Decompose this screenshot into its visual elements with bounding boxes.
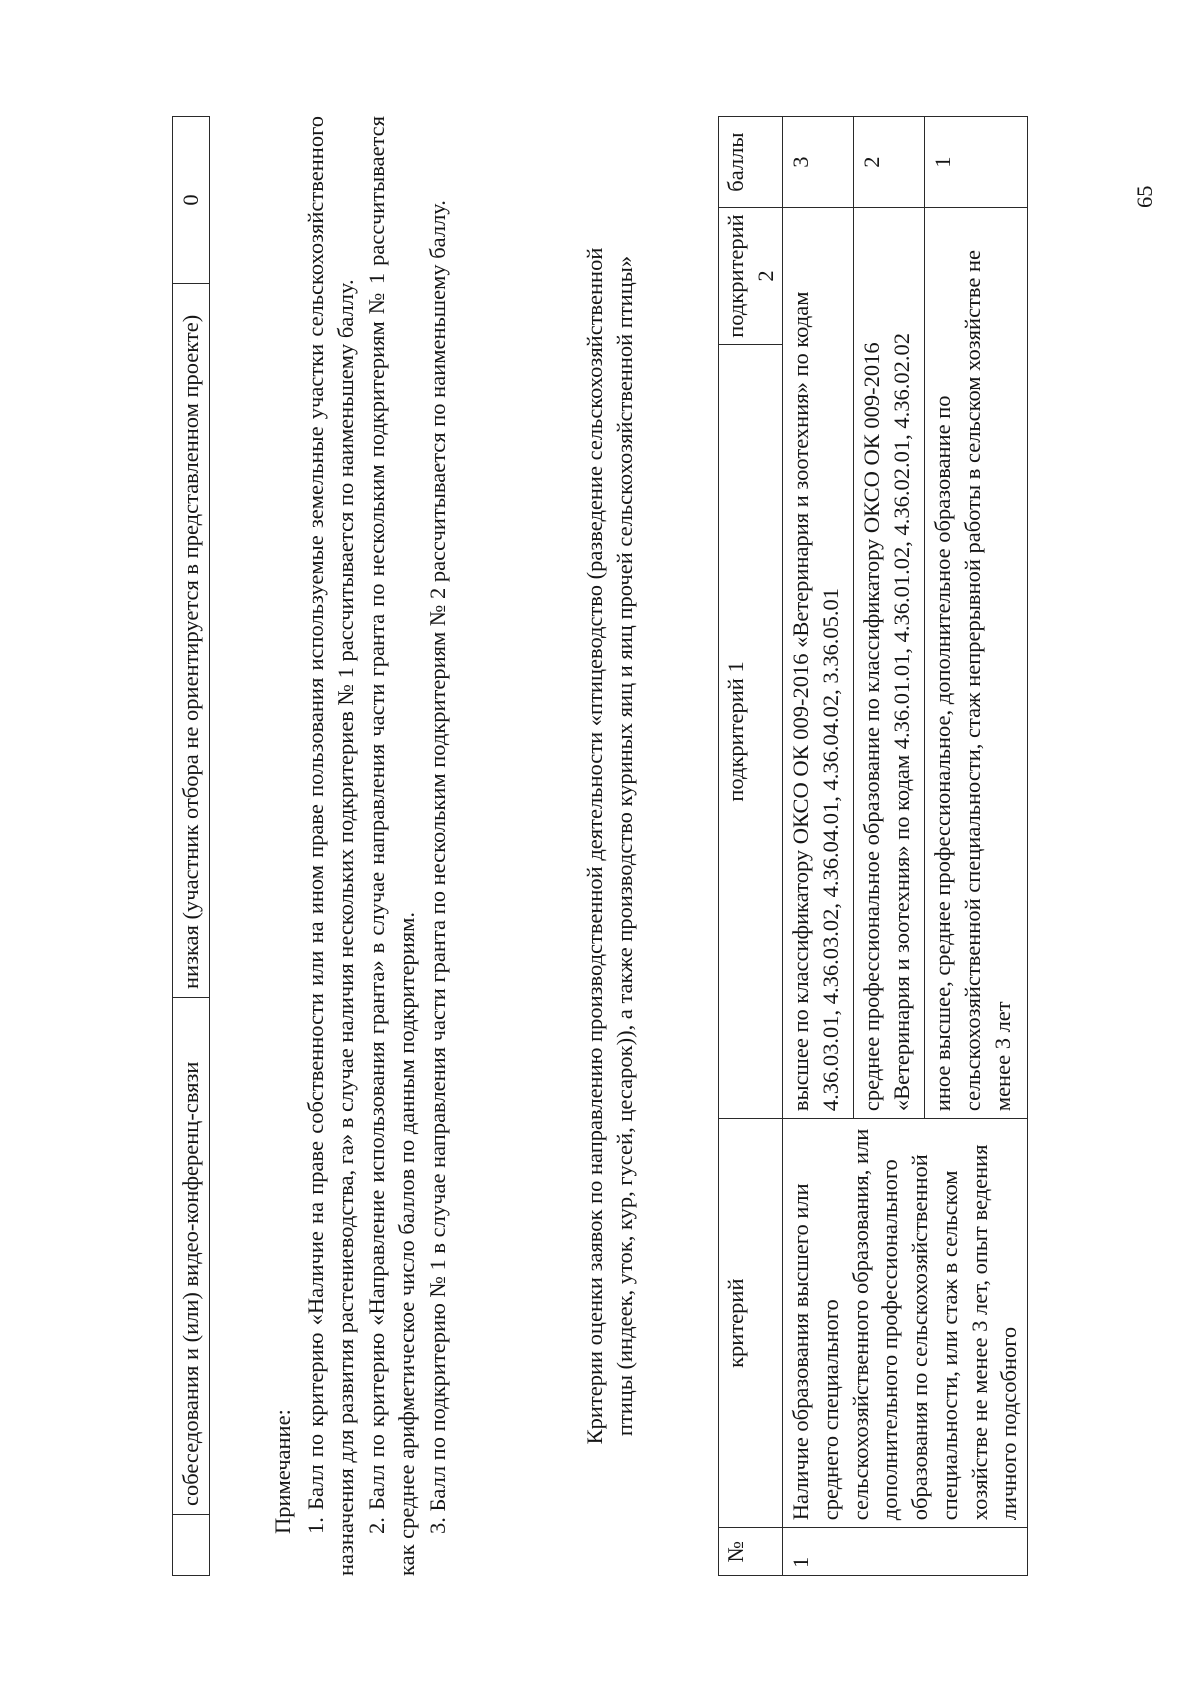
- note-block: [268, 116, 454, 1576]
- subcriterion-cell: иное высшее, среднее профессиональное, дополнительное образование по сельскохозяйственной специальности, стаж непрерывной работы в сельском хозяйстве не менее 3 лет: [925, 208, 1028, 1119]
- header-sub1: подкритерий 1: [719, 344, 783, 1118]
- criterion-cell: собеседования и (или) видео-конференц-связи: [173, 998, 210, 1515]
- criterion-cell: Наличие образования высшего или среднего специального сельскохозяйственного образования, или дополнительного профессионального образования по сельскохозяйственной специальности, или стаж в сельском хозяйстве не менее 3 лет, опыт ведения личного подсобного: [783, 1119, 1028, 1528]
- note-item-2: 2. Балл по критерию «Направление использования гранта» в случае направления части гранта по нескольким подкритериям № 1 рассчитывается как среднее арифметическое число баллов по данным подкритериям.: [363, 116, 420, 1576]
- header-sub2: подкритерий 2: [719, 208, 783, 344]
- table-row: [173, 117, 210, 1576]
- note-label: Примечание:: [270, 1409, 295, 1534]
- score-cell: 1: [925, 117, 1028, 208]
- header-criterion: критерий: [719, 1119, 783, 1528]
- row-number: 1: [783, 1528, 1028, 1576]
- empty-cell: [173, 1515, 210, 1576]
- level-cell: низкая (участник отбора не ориентируется в представленном проекте): [173, 284, 210, 998]
- header-score: баллы: [719, 117, 783, 208]
- subcriterion-cell: среднее профессиональное образование по классификатору ОКСО ОК 009-2016 «Ветеринария и зоотехния» по кодам 4.36.01.01, 4.36.01.02, 4.36.02.01, 4.36.02.02: [854, 208, 925, 1119]
- score-cell: 2: [854, 117, 925, 208]
- score-cell: 3: [783, 117, 854, 208]
- note-item-3: 3. Балл по подкритерию № 1 в случае направления части гранта по нескольким подкритериям № 2 рассчитывается по наименьшему баллу.: [424, 200, 450, 1534]
- score-cell: 0: [173, 117, 210, 284]
- subcriterion-cell: высшее по классификатору ОКСО ОК 009-2016 «Ветеринария и зоотехния» по кодам 4.36.03.01, 4.36.03.02, 4.36.04.01, 4.36.04.02, 3.36.05.01: [783, 208, 854, 1119]
- criteria-table: [718, 116, 1028, 1576]
- header-num: №: [719, 1528, 783, 1576]
- criteria-heading: Критерии оценки заявок по направлению производственной деятельности «птицеводство (разведение сельскохозяйственной птицы (индеек, уток, кур, гусей, цесарок)), а также производство куриных яиц и яиц прочей сельскохозяйственной птицы»: [582, 247, 638, 1445]
- page-number: 65: [1132, 185, 1157, 208]
- note-item-1: 1. Балл по критерию «Наличие на праве собственности или на ином праве пользования используемые земельные участки сельскохозяйственного назначения для развития растениеводства, га» в случае наличия нескольких подкритериев № 1 рассчитывается по наименьшему баллу.: [302, 116, 359, 1576]
- table-row: [783, 117, 854, 1576]
- continuation-table: [172, 116, 210, 1576]
- header-row: [719, 117, 783, 1576]
